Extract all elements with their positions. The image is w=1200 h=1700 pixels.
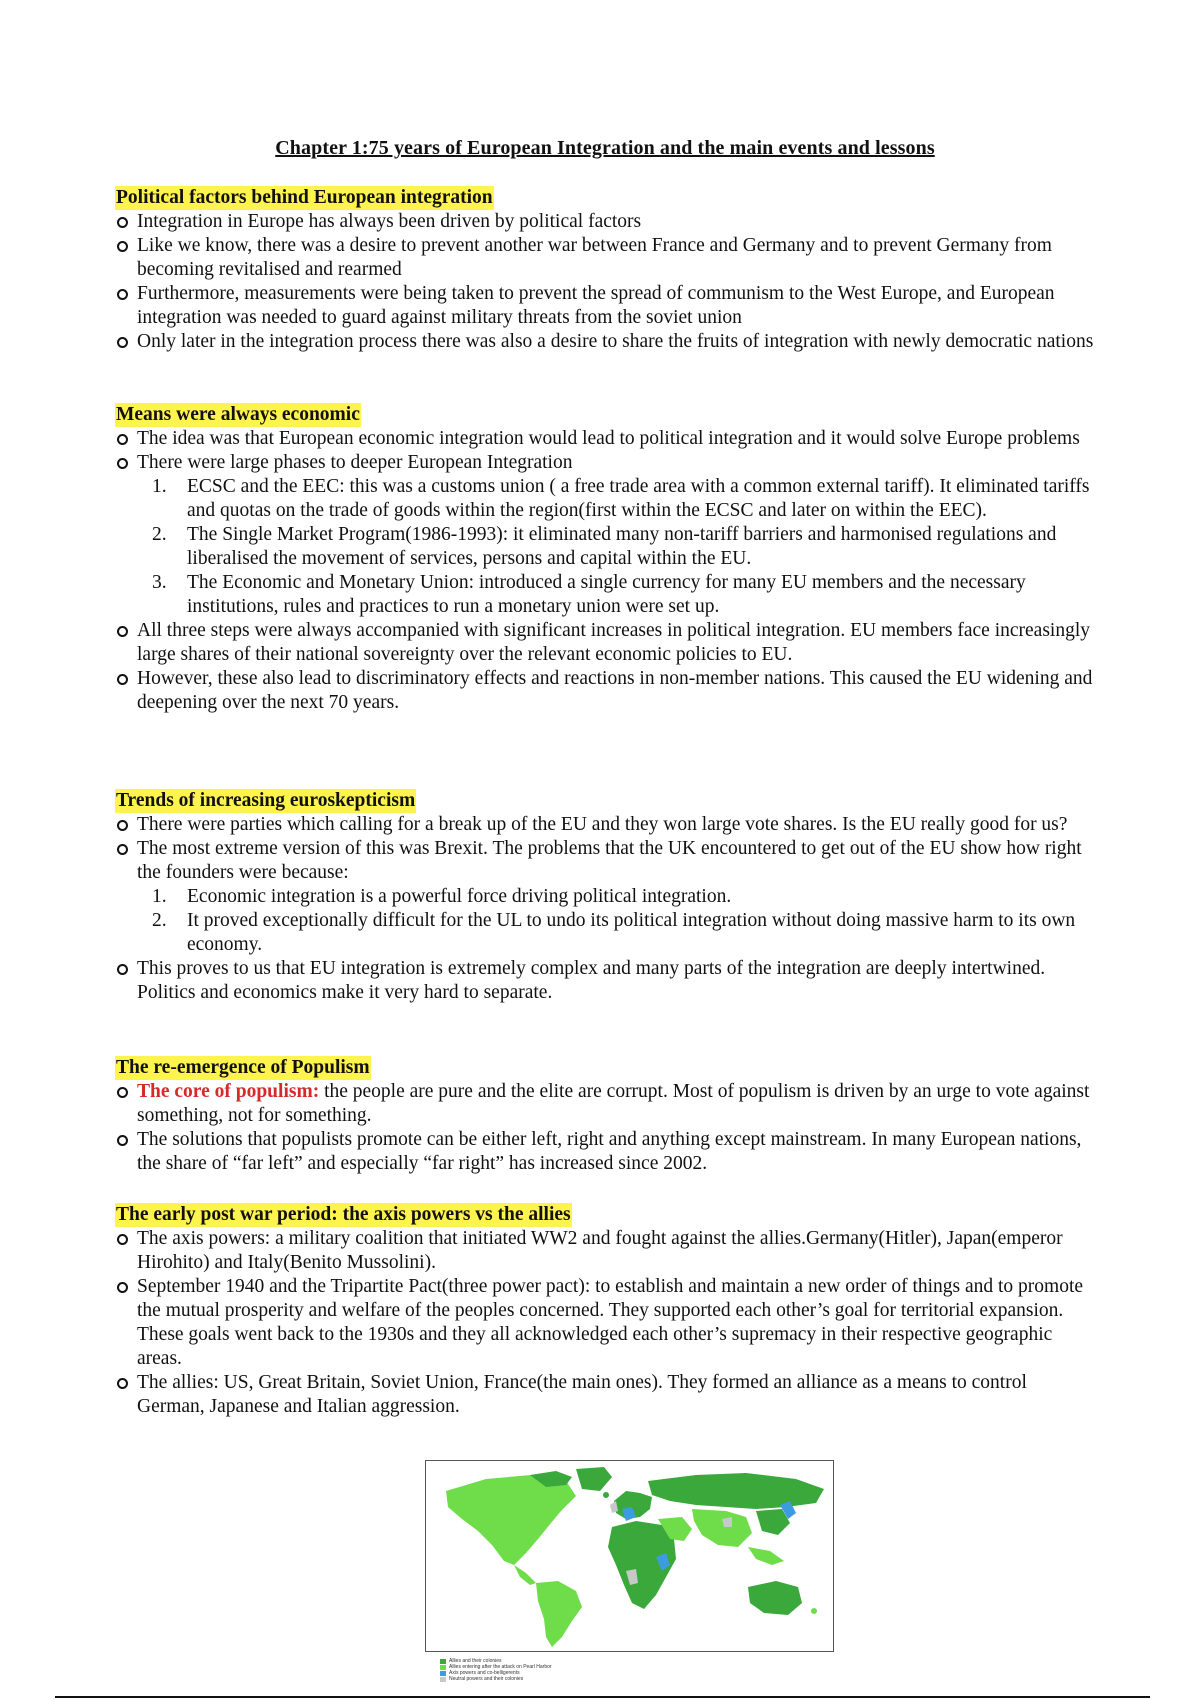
section-means-economic — [115, 403, 1095, 715]
list-item: All three steps were always accompanied with significant increases in political integration. EU members face increasingly large shares of their national sovereignty over the relevant economic policies to EU. — [115, 619, 1095, 667]
section-heading: Political factors behind European integration — [116, 187, 493, 208]
legend-entry: Axis powers and co-belligerents — [440, 1670, 552, 1676]
section-heading: The re-emergence of Populism — [116, 1057, 370, 1078]
core-populism-label: The core of populism: — [137, 1081, 320, 1102]
legend-swatch — [440, 1659, 446, 1664]
list-item: There were parties which calling for a break up of the EU and they won large vote shares. Is the EU really good for us? — [115, 813, 1095, 837]
list-item: The most extreme version of this was Brexit. The problems that the UK encountered to get out of the EU show how right the founders were because: — [115, 837, 1095, 885]
list-item: There were large phases to deeper European Integration — [115, 451, 1095, 475]
section-political-factors — [115, 186, 1095, 354]
list-item: Integration in Europe has always been driven by political factors — [115, 210, 1095, 234]
section-populism — [115, 1056, 1095, 1176]
section-heading: Means were always economic — [116, 404, 360, 425]
list-item: This proves to us that EU integration is extremely complex and many parts of the integration are deeply intertwined. Politics and economics make it very hard to separate. — [115, 957, 1095, 1005]
list-item: However, these also lead to discriminatory effects and reactions in non-member nations. This caused the EU widening and deepening over the next 70 years. — [115, 667, 1095, 715]
legend-entry: Allies entering after the attack on Pearl Harbor — [440, 1664, 552, 1670]
numbered-item: 2. It proved exceptionally difficult for the UL to undo its political integration without doing massive harm to its own economy. — [152, 910, 1076, 955]
list-item: The solutions that populists promote can be either left, right and anything except mainstream. In many European nations, the share of “far left” and especially “far right” has increased since 2002. — [115, 1128, 1095, 1176]
world-map-image — [426, 1461, 833, 1651]
legend-entry: Neutral powers and their colonies — [440, 1676, 552, 1682]
chapter-title: Chapter 1:75 years of European Integration and the main events and lessons — [275, 137, 935, 159]
list-item: September 1940 and the Tripartite Pact(three power pact): to establish and maintain a new order of things and to promote the mutual prosperity and welfare of the peoples concerned. They supported each other’s goal for territorial expansion. These goals went back to the 1930s and they all acknowledged each other’s supremacy in their respective geographic areas. — [115, 1275, 1095, 1371]
map-legend — [440, 1658, 552, 1682]
numbered-item: 2. The Single Market Program(1986-1993): it eliminated many non-tariff barriers and harmonised regulations and liberalised the movement of services, persons and capital within the EU. — [152, 524, 1057, 569]
list-item: Like we know, there was a desire to prevent another war between France and Germany and to prevent Germany from becoming revitalised and rearmed — [115, 234, 1095, 282]
numbered-item: 1. ECSC and the EEC: this was a customs union ( a free trade area with a common external tariff). It eliminated tariffs and quotas on the trade of goods within the region(first within the ECSC and later on within the EEC). — [152, 476, 1090, 521]
list-item: The idea was that European economic integration would lead to political integration and it would solve Europe problems — [115, 427, 1095, 451]
list-item: Furthermore, measurements were being taken to prevent the spread of communism to the West Europe, and European integration was needed to guard against military threats from the soviet union — [115, 282, 1095, 330]
legend-swatch — [440, 1677, 446, 1682]
list-item: The axis powers: a military coalition that initiated WW2 and fought against the allies.Germany(Hitler), Japan(emperor Hirohito) and Italy(Benito Mussolini). — [115, 1227, 1095, 1275]
list-item: The allies: US, Great Britain, Soviet Union, France(the main ones). They formed an alliance as a means to control German, Japanese and Italian aggression. — [115, 1371, 1095, 1419]
section-post-war — [115, 1203, 1095, 1419]
list-item: The core of populism: the people are pure and the elite are corrupt. Most of populism is driven by an urge to vote against something, not for something. — [115, 1080, 1095, 1128]
legend-entry: Allies and their colonies — [440, 1658, 552, 1664]
numbered-item: 3. The Economic and Monetary Union: introduced a single currency for many EU members and the necessary institutions, rules and practices to run a monetary union were set up. — [152, 572, 1026, 617]
numbered-item: 1. Economic integration is a powerful force driving political integration. — [152, 886, 732, 907]
section-euroskepticism — [115, 789, 1095, 1005]
section-heading: Trends of increasing euroskepticism — [116, 790, 416, 811]
page-bottom-rule — [55, 1696, 1150, 1698]
world-war-2-alliances-map — [425, 1460, 834, 1652]
list-item: Only later in the integration process there was also a desire to share the fruits of integration with newly democratic nations — [115, 330, 1095, 354]
section-heading: The early post war period: the axis powers vs the allies — [116, 1204, 571, 1225]
legend-swatch — [440, 1665, 446, 1670]
legend-swatch — [440, 1671, 446, 1676]
